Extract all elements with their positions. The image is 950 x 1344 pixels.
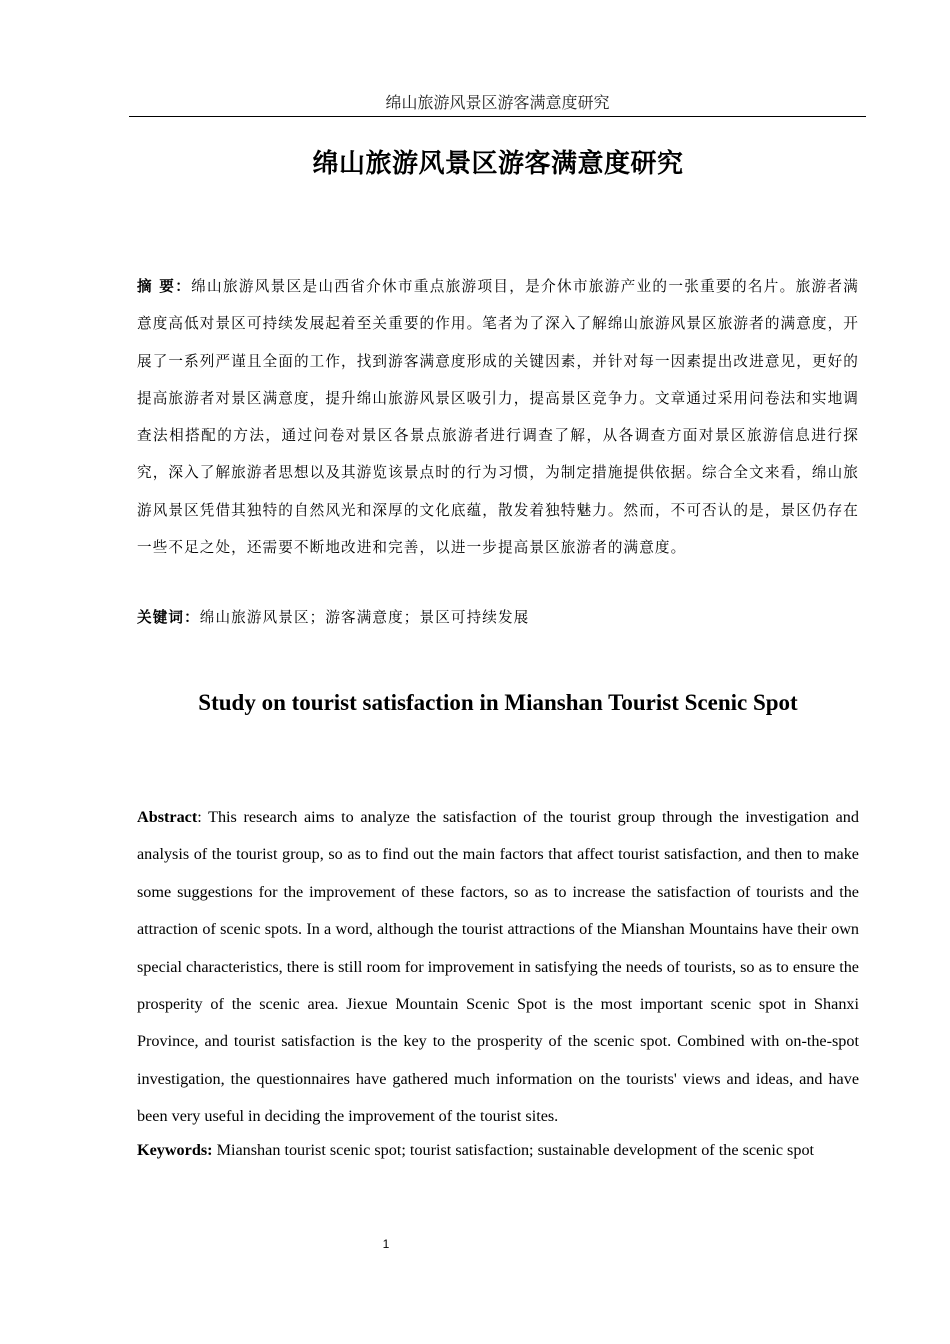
english-keywords-label: Keywords: (137, 1141, 213, 1159)
chinese-keywords-label: 关键词： (137, 609, 200, 626)
english-keywords (137, 1136, 859, 1164)
english-title: Study on tourist satisfaction in Mianshan Tourist Scenic Spot (198, 690, 798, 715)
chinese-abstract-label: 摘 要： (137, 278, 192, 295)
english-abstract (137, 799, 859, 1136)
english-abstract-label: Abstract (137, 808, 198, 826)
english-keywords-text: Mianshan tourist scenic spot; tourist satisfaction; sustainable development of the scenic spot (212, 1141, 815, 1159)
chinese-keywords-text: 绵山旅游风景区；游客满意度；景区可持续发展 (199, 609, 530, 626)
running-header-title: 绵山旅游风景区游客满意度研究 (385, 93, 610, 112)
chinese-abstract (137, 268, 859, 566)
chinese-abstract-text: 绵山旅游风景区是山西省介休市重点旅游项目，是介休市旅游产业的一张重要的名片。旅游者满意度高低对景区可持续发展起着至关重要的作用。笔者为了深入了解绵山旅游风景区旅游者的满意度，开展了一系列严谨且全面的工作，找到游客满意度形成的关键因素，并针对每一因素提出改进意见，更好的提高旅游者对景区满意度，提升绵山旅游风景区吸引力，提高景区竞争力。文章通过采用问卷法和实地调查法相搭配的方法，通过问卷对景区各景点旅游者进行调查了解，从各调查方面对景区旅游信息进行探究，深入了解旅游者思想以及其游览该景点时的行为习惯，为制定措施提供依据。综合全文来看，绵山旅游风景区凭借其独特的自然风光和深厚的文化底蕴，散发着独特魅力。然而，不可否认的是，景区仍存在一些不足之处，还需要不断地改进和完善，以进一步提高景区旅游者的满意度。 (137, 278, 859, 557)
chinese-keywords (137, 603, 859, 633)
page-number: 1 (382, 1237, 390, 1251)
english-abstract-text: : This research aims to analyze the satisfaction of the tourist group through the investigation and analysis of the tourist group, so as to find out the main factors that affect tourist satisfaction, and then to make some suggestions for the improvement of these factors, so as to increase the satisfaction of tourists and the attraction of scenic spots. In a word, although the tourist attractions of the Mianshan Mountains have their own special characteristics, there is still room for improvement in satisfying the needs of tourists, so as to ensure the prosperity of the scenic area. Jiexue Mountain Scenic Spot is the most important scenic spot in Shanxi Province, and tourist satisfaction is the key to the prosperity of the scenic spot. Combined with on-the-spot investigation, the questionnaires have gathered much information on the tourists' views and ideas, and have been very useful in deciding the improvement of the tourist sites. (137, 808, 859, 1126)
chinese-title: 绵山旅游风景区游客满意度研究 (312, 149, 684, 179)
running-header (129, 92, 866, 117)
